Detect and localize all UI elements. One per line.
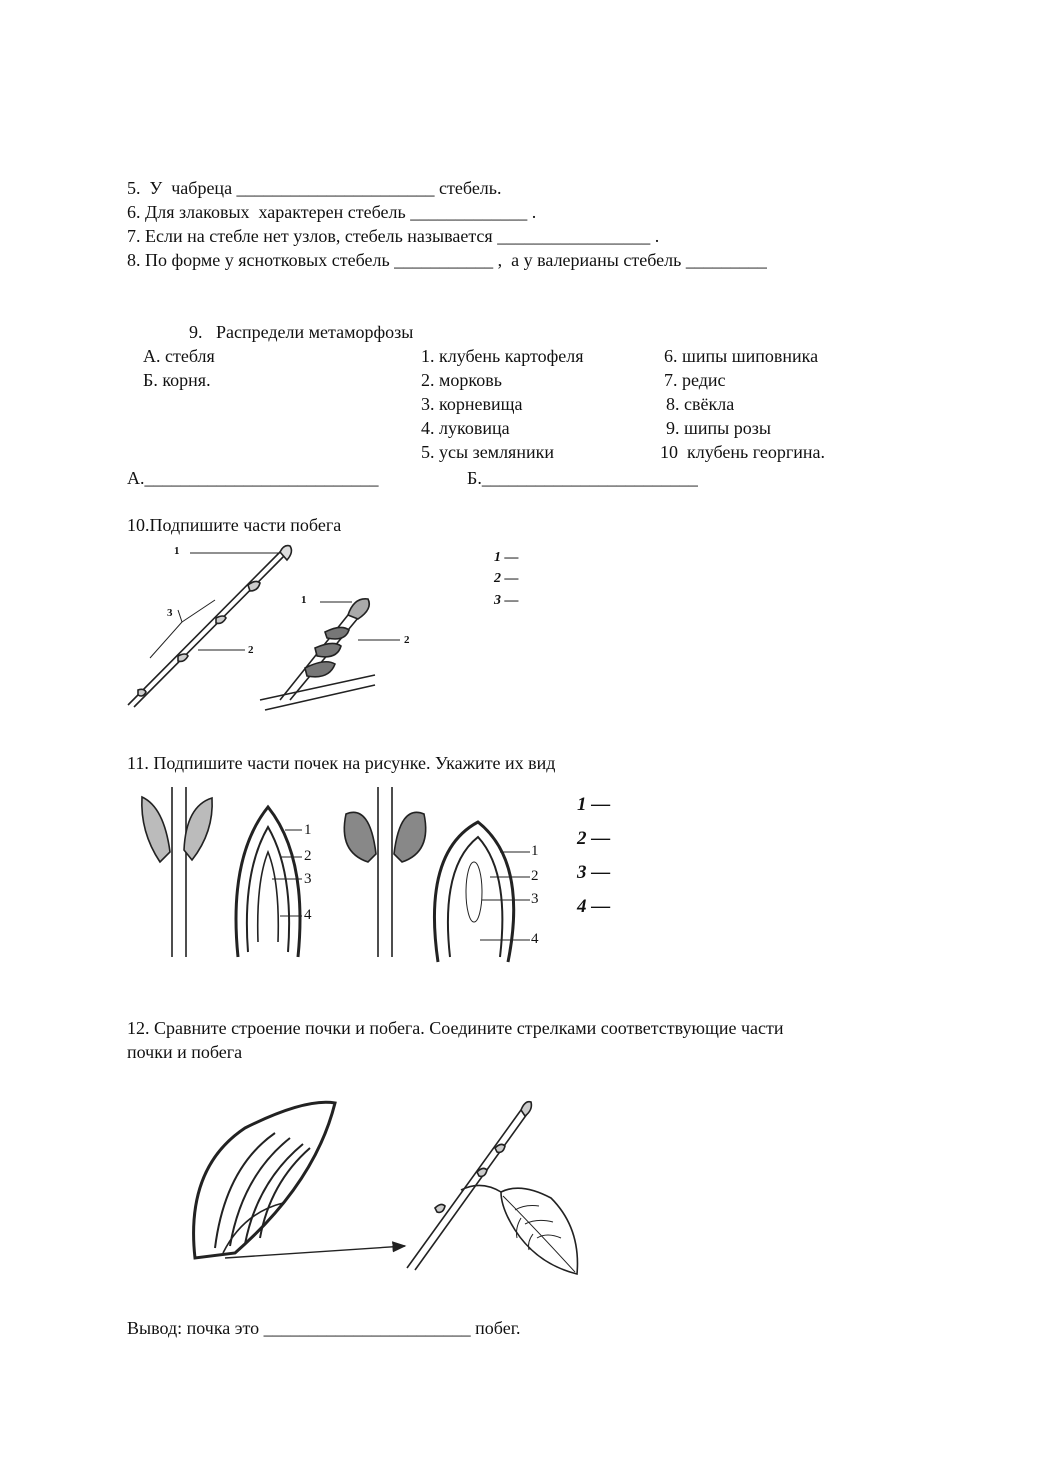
item-2: 2. морковь	[421, 370, 502, 390]
fig10-label-1a: 1	[174, 545, 180, 557]
question-12-title-line2: почки и побега	[127, 1042, 243, 1062]
question-7: 7. Если на стебле нет узлов, стебель называется _________________ .	[127, 226, 660, 246]
fig11-label-3b: 3	[531, 891, 539, 907]
question-11-title: 11. Подпишите части почек на рисунке. Укажите их вид	[127, 753, 556, 773]
shoot-figure	[120, 540, 420, 715]
fig10-label-1b: 1	[301, 594, 307, 606]
fig11-label-4b: 4	[531, 931, 539, 947]
item-10: 10 клубень георгина.	[660, 442, 826, 462]
q11-answer-2: 2 —	[577, 828, 611, 849]
fig10-label-3: 3	[167, 607, 173, 619]
question-9-title: 9. Распредели метаморфозы	[189, 322, 414, 342]
fig10-label-2a: 2	[248, 644, 254, 656]
group-b: Б. корня.	[143, 370, 211, 390]
item-4: 4. луковица	[421, 418, 510, 438]
q10-answer-3: 3 —	[494, 593, 519, 608]
q10-answer-2: 2 —	[494, 571, 519, 586]
answer-a: А.__________________________	[127, 468, 379, 488]
q11-answer-4: 4 —	[577, 896, 611, 917]
fig11-label-4a: 4	[304, 907, 312, 923]
question-8: 8. По форме у яснотковых стебель ___________ , а у валерианы стебель _________	[127, 250, 767, 270]
item-6: 6. шипы шиповника	[664, 346, 819, 366]
item-1: 1. клубень картофеля	[421, 346, 584, 366]
item-7: 7. редис	[664, 370, 726, 390]
answer-b: Б.________________________	[467, 468, 698, 488]
bud-shoot-comparison-figure	[185, 1098, 585, 1280]
fig11-label-2b: 2	[531, 868, 539, 884]
item-9: 9. шипы розы	[666, 418, 771, 438]
q10-answer-1: 1 —	[494, 550, 519, 565]
question-6: 6. Для злаковых характерен стебель _____________ .	[127, 202, 537, 222]
question-5: 5. У чабреца ______________________ стебель.	[127, 178, 502, 198]
fig11-label-2a: 2	[304, 848, 312, 864]
question-12-title-line1: 12. Сравните строение почки и побега. Соедините стрелками соответствующие части	[127, 1018, 784, 1038]
fig10-label-2b: 2	[404, 634, 410, 646]
group-a: А. стебля	[143, 346, 215, 366]
item-3: 3. корневища	[421, 394, 523, 414]
question-10-title: 10.Подпишите части побега	[127, 515, 342, 535]
buds-figure	[130, 782, 550, 982]
item-8: 8. свёкла	[666, 394, 735, 414]
fig11-label-1a: 1	[304, 822, 312, 838]
conclusion: Вывод: почка это _______________________ побег.	[127, 1318, 521, 1338]
item-5: 5. усы земляники	[421, 442, 554, 462]
q11-answer-3: 3 —	[577, 862, 611, 883]
fig11-label-1b: 1	[531, 843, 539, 859]
q11-answer-1: 1 —	[577, 794, 611, 815]
fig11-label-3a: 3	[304, 871, 312, 887]
